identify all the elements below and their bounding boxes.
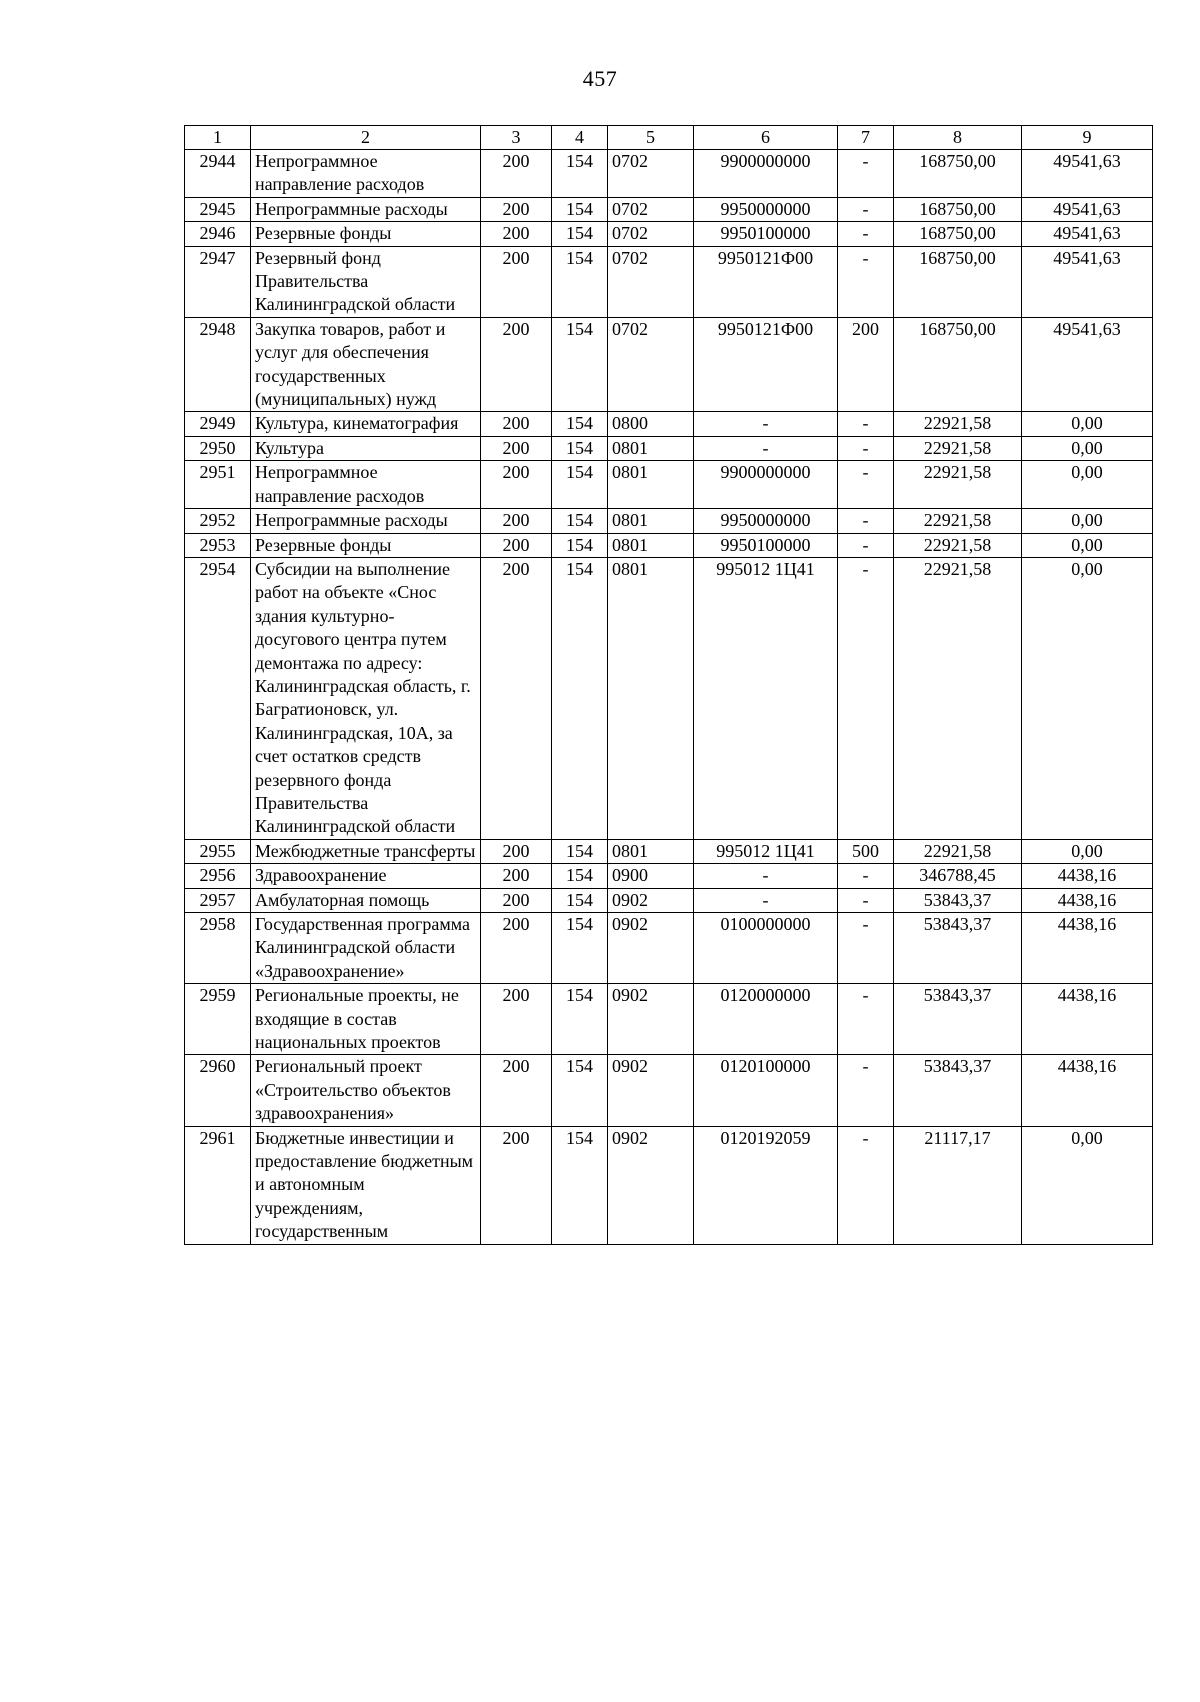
expense-type-cell: - xyxy=(838,864,894,888)
row-number-cell: 2944 xyxy=(185,150,251,198)
item-name-cell: Непрограммные расходы xyxy=(251,197,481,221)
header-cell: 8 xyxy=(894,126,1022,150)
row-number-cell: 2958 xyxy=(185,913,251,984)
amount-cell: 4438,16 xyxy=(1022,913,1153,984)
code-cell: 154 xyxy=(552,1055,608,1126)
row-number-cell: 2948 xyxy=(185,317,251,412)
row-number-cell: 2945 xyxy=(185,197,251,221)
target-article-cell: 9950100000 xyxy=(694,533,838,557)
amount-cell: 0,00 xyxy=(1022,412,1153,436)
row-number-cell: 2947 xyxy=(185,246,251,317)
row-number-cell: 2957 xyxy=(185,888,251,912)
code-cell: 200 xyxy=(481,246,552,317)
code-cell: 154 xyxy=(552,1126,608,1244)
code-cell: 154 xyxy=(552,246,608,317)
amount-cell: 49541,63 xyxy=(1022,317,1153,412)
amount-cell: 49541,63 xyxy=(1022,246,1153,317)
amount-cell: 4438,16 xyxy=(1022,888,1153,912)
item-name-cell: Резервный фонд Правительства Калининградской области xyxy=(251,246,481,317)
section-code-cell: 0900 xyxy=(608,864,694,888)
code-cell: 154 xyxy=(552,222,608,246)
target-article-cell: 9950121Ф00 xyxy=(694,317,838,412)
header-cell: 1 xyxy=(185,126,251,150)
item-name-cell: Бюджетные инвестиции и предоставление бюджетным и автономным учреждениям, государственным xyxy=(251,1126,481,1244)
item-name-cell: Непрограммные расходы xyxy=(251,509,481,533)
expense-type-cell: - xyxy=(838,436,894,460)
section-code-cell: 0801 xyxy=(608,461,694,509)
expense-type-cell: 200 xyxy=(838,317,894,412)
item-name-cell: Здравоохранение xyxy=(251,864,481,888)
amount-cell: 49541,63 xyxy=(1022,197,1153,221)
row-number-cell: 2946 xyxy=(185,222,251,246)
amount-cell: 49541,63 xyxy=(1022,222,1153,246)
row-number-cell: 2960 xyxy=(185,1055,251,1126)
amount-cell: 22921,58 xyxy=(894,557,1022,839)
table-row xyxy=(185,412,1153,436)
target-article-cell: 995012 1Ц41 xyxy=(694,839,838,863)
header-row xyxy=(185,126,1153,150)
header-cell: 6 xyxy=(694,126,838,150)
row-number-cell: 2953 xyxy=(185,533,251,557)
amount-cell: 22921,58 xyxy=(894,509,1022,533)
table-row xyxy=(185,839,1153,863)
section-code-cell: 0902 xyxy=(608,1126,694,1244)
code-cell: 154 xyxy=(552,461,608,509)
section-code-cell: 0902 xyxy=(608,1055,694,1126)
item-name-cell: Региональные проекты, не входящие в состав национальных проектов xyxy=(251,984,481,1055)
code-cell: 200 xyxy=(481,150,552,198)
amount-cell: 53843,37 xyxy=(894,888,1022,912)
amount-cell: 4438,16 xyxy=(1022,864,1153,888)
row-number-cell: 2961 xyxy=(185,1126,251,1244)
item-name-cell: Культура xyxy=(251,436,481,460)
target-article-cell: - xyxy=(694,436,838,460)
amount-cell: 0,00 xyxy=(1022,533,1153,557)
amount-cell: 0,00 xyxy=(1022,509,1153,533)
amount-cell: 0,00 xyxy=(1022,557,1153,839)
target-article-cell: 9900000000 xyxy=(694,150,838,198)
target-article-cell: 9900000000 xyxy=(694,461,838,509)
header-cell: 3 xyxy=(481,126,552,150)
code-cell: 200 xyxy=(481,984,552,1055)
amount-cell: 168750,00 xyxy=(894,222,1022,246)
table-row xyxy=(185,222,1153,246)
code-cell: 200 xyxy=(481,461,552,509)
code-cell: 200 xyxy=(481,412,552,436)
code-cell: 154 xyxy=(552,197,608,221)
row-number-cell: 2951 xyxy=(185,461,251,509)
header-cell: 4 xyxy=(552,126,608,150)
item-name-cell: Непрограммное направление расходов xyxy=(251,150,481,198)
expense-type-cell: - xyxy=(838,557,894,839)
table-row xyxy=(185,246,1153,317)
amount-cell: 53843,37 xyxy=(894,984,1022,1055)
amount-cell: 168750,00 xyxy=(894,317,1022,412)
target-article-cell: - xyxy=(694,864,838,888)
item-name-cell: Региональный проект «Строительство объектов здравоохранения» xyxy=(251,1055,481,1126)
section-code-cell: 0702 xyxy=(608,317,694,412)
table-row xyxy=(185,461,1153,509)
section-code-cell: 0801 xyxy=(608,509,694,533)
expense-type-cell: 500 xyxy=(838,839,894,863)
code-cell: 154 xyxy=(552,839,608,863)
expense-type-cell: - xyxy=(838,246,894,317)
target-article-cell: 9950000000 xyxy=(694,509,838,533)
target-article-cell: - xyxy=(694,888,838,912)
amount-cell: 0,00 xyxy=(1022,436,1153,460)
code-cell: 200 xyxy=(481,1126,552,1244)
amount-cell: 53843,37 xyxy=(894,1055,1022,1126)
expense-type-cell: - xyxy=(838,888,894,912)
section-code-cell: 0902 xyxy=(608,888,694,912)
item-name-cell: Государственная программа Калининградской области «Здравоохранение» xyxy=(251,913,481,984)
section-code-cell: 0702 xyxy=(608,150,694,198)
code-cell: 154 xyxy=(552,509,608,533)
section-code-cell: 0801 xyxy=(608,436,694,460)
amount-cell: 22921,58 xyxy=(894,839,1022,863)
code-cell: 154 xyxy=(552,412,608,436)
amount-cell: 168750,00 xyxy=(894,246,1022,317)
expense-type-cell: - xyxy=(838,222,894,246)
item-name-cell: Закупка товаров, работ и услуг для обеспечения государственных (муниципальных) нужд xyxy=(251,317,481,412)
row-number-cell: 2949 xyxy=(185,412,251,436)
table-row xyxy=(185,317,1153,412)
target-article-cell: - xyxy=(694,412,838,436)
table-row xyxy=(185,436,1153,460)
item-name-cell: Межбюджетные трансферты xyxy=(251,839,481,863)
table-row xyxy=(185,864,1153,888)
code-cell: 154 xyxy=(552,317,608,412)
table-row xyxy=(185,150,1153,198)
expense-type-cell: - xyxy=(838,984,894,1055)
code-cell: 200 xyxy=(481,436,552,460)
amount-cell: 49541,63 xyxy=(1022,150,1153,198)
table-row xyxy=(185,509,1153,533)
target-article-cell: 9950121Ф00 xyxy=(694,246,838,317)
item-name-cell: Субсидии на выполнение работ на объекте «Снос здания культурно-досугового центра путем демонтажа по адресу: Калининградская область, г. Багратионовск, ул. Калининградская, 10А, за счет остатков средств резервного фонда Правительства Калининградской области xyxy=(251,557,481,839)
target-article-cell: 0120000000 xyxy=(694,984,838,1055)
table-row xyxy=(185,888,1153,912)
item-name-cell: Амбулаторная помощь xyxy=(251,888,481,912)
target-article-cell: 9950000000 xyxy=(694,197,838,221)
section-code-cell: 0800 xyxy=(608,412,694,436)
code-cell: 154 xyxy=(552,533,608,557)
header-cell: 9 xyxy=(1022,126,1153,150)
page-number: 457 xyxy=(582,66,618,91)
target-article-cell: 0120192059 xyxy=(694,1126,838,1244)
code-cell: 154 xyxy=(552,913,608,984)
section-code-cell: 0702 xyxy=(608,197,694,221)
target-article-cell: 995012 1Ц41 xyxy=(694,557,838,839)
amount-cell: 168750,00 xyxy=(894,150,1022,198)
code-cell: 154 xyxy=(552,150,608,198)
code-cell: 154 xyxy=(552,888,608,912)
code-cell: 200 xyxy=(481,888,552,912)
row-number-cell: 2956 xyxy=(185,864,251,888)
code-cell: 154 xyxy=(552,864,608,888)
expense-type-cell: - xyxy=(838,913,894,984)
expense-type-cell: - xyxy=(838,509,894,533)
target-article-cell: 9950100000 xyxy=(694,222,838,246)
amount-cell: 4438,16 xyxy=(1022,1055,1153,1126)
item-name-cell: Непрограммное направление расходов xyxy=(251,461,481,509)
code-cell: 154 xyxy=(552,984,608,1055)
code-cell: 154 xyxy=(552,557,608,839)
section-code-cell: 0702 xyxy=(608,222,694,246)
section-code-cell: 0902 xyxy=(608,984,694,1055)
row-number-cell: 2955 xyxy=(185,839,251,863)
table-row xyxy=(185,1126,1153,1244)
amount-cell: 168750,00 xyxy=(894,197,1022,221)
row-number-cell: 2959 xyxy=(185,984,251,1055)
amount-cell: 21117,17 xyxy=(894,1126,1022,1244)
amount-cell: 22921,58 xyxy=(894,461,1022,509)
code-cell: 200 xyxy=(481,1055,552,1126)
row-number-cell: 2950 xyxy=(185,436,251,460)
item-name-cell: Резервные фонды xyxy=(251,222,481,246)
header-cell: 7 xyxy=(838,126,894,150)
table-row xyxy=(185,557,1153,839)
table-row xyxy=(185,1055,1153,1126)
expense-type-cell: - xyxy=(838,1126,894,1244)
code-cell: 154 xyxy=(552,436,608,460)
code-cell: 200 xyxy=(481,509,552,533)
code-cell: 200 xyxy=(481,197,552,221)
expense-type-cell: - xyxy=(838,1055,894,1126)
target-article-cell: 0120100000 xyxy=(694,1055,838,1126)
expense-type-cell: - xyxy=(838,197,894,221)
table-row xyxy=(185,984,1153,1055)
code-cell: 200 xyxy=(481,557,552,839)
code-cell: 200 xyxy=(481,317,552,412)
section-code-cell: 0801 xyxy=(608,557,694,839)
amount-cell: 53843,37 xyxy=(894,913,1022,984)
row-number-cell: 2952 xyxy=(185,509,251,533)
amount-cell: 22921,58 xyxy=(894,533,1022,557)
header-cell: 5 xyxy=(608,126,694,150)
header-cell: 2 xyxy=(251,126,481,150)
section-code-cell: 0702 xyxy=(608,246,694,317)
section-code-cell: 0902 xyxy=(608,913,694,984)
row-number-cell: 2954 xyxy=(185,557,251,839)
table-row xyxy=(185,197,1153,221)
expense-type-cell: - xyxy=(838,461,894,509)
amount-cell: 0,00 xyxy=(1022,839,1153,863)
code-cell: 200 xyxy=(481,913,552,984)
expense-type-cell: - xyxy=(838,533,894,557)
code-cell: 200 xyxy=(481,839,552,863)
section-code-cell: 0801 xyxy=(608,533,694,557)
amount-cell: 4438,16 xyxy=(1022,984,1153,1055)
section-code-cell: 0801 xyxy=(608,839,694,863)
amount-cell: 0,00 xyxy=(1022,1126,1153,1244)
code-cell: 200 xyxy=(481,864,552,888)
code-cell: 200 xyxy=(481,222,552,246)
amount-cell: 346788,45 xyxy=(894,864,1022,888)
code-cell: 200 xyxy=(481,533,552,557)
amount-cell: 22921,58 xyxy=(894,436,1022,460)
item-name-cell: Культура, кинематография xyxy=(251,412,481,436)
expense-type-cell: - xyxy=(838,150,894,198)
item-name-cell: Резервные фонды xyxy=(251,533,481,557)
target-article-cell: 0100000000 xyxy=(694,913,838,984)
amount-cell: 22921,58 xyxy=(894,412,1022,436)
expense-type-cell: - xyxy=(838,412,894,436)
table-row xyxy=(185,913,1153,984)
amount-cell: 0,00 xyxy=(1022,461,1153,509)
budget-table xyxy=(184,125,1153,1245)
table-row xyxy=(185,533,1153,557)
